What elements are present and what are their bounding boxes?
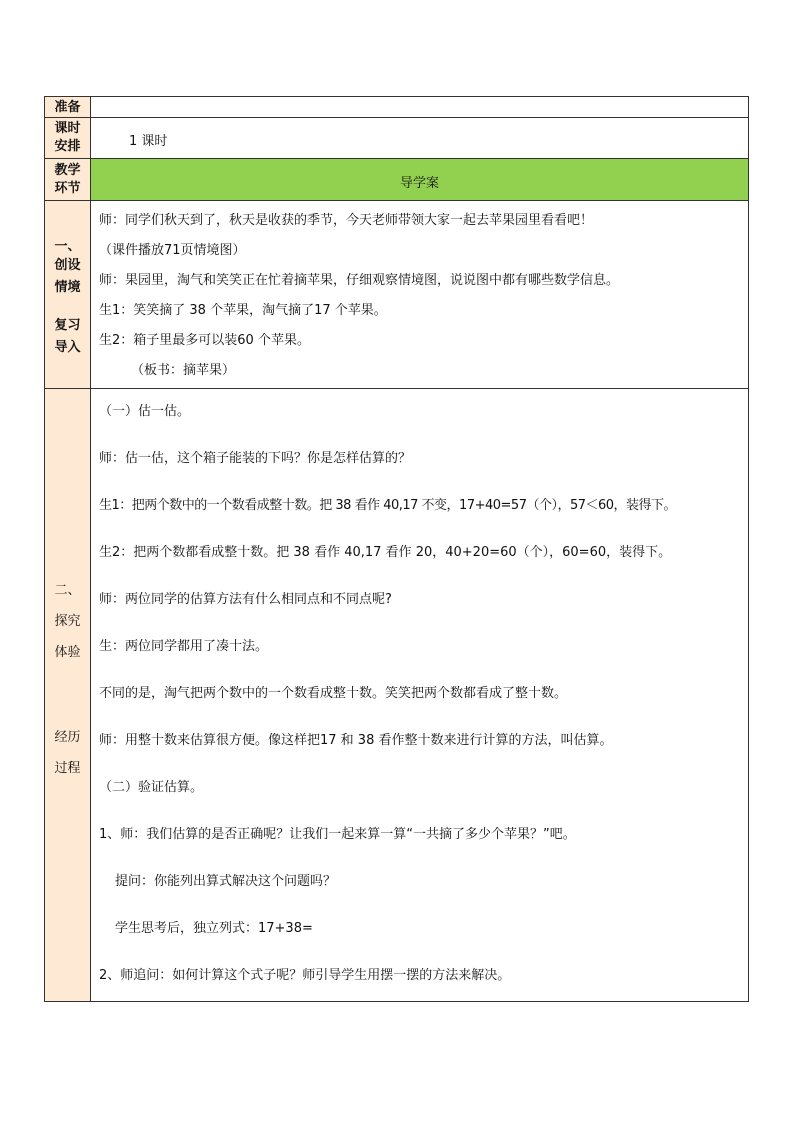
s2-line-3: 生1：把两个数中的一个数看成整十数。把 38 看作 40,17 不变，17+40=57（个），57＜60，装得下。 (99, 498, 677, 513)
section1-label-c: 复习 (54, 318, 81, 333)
period-content-cell (91, 118, 749, 159)
section1-content-cell (91, 201, 749, 389)
row-period (45, 118, 749, 159)
row-section2 (45, 389, 749, 1002)
s1-line-5: 生2：箱子里最多可以装60 个苹果。 (99, 333, 310, 348)
s1-line-3: 师：果园里，淘气和笑笑正在忙着摘苹果，仔细观察情境图，说说图中都有哪些数学信息。 (99, 273, 620, 288)
section1-label-a: 创设 (54, 258, 81, 273)
section1-label-cell (45, 201, 91, 389)
prep-label-cell (45, 97, 91, 118)
section2-label-c: 经历 (54, 730, 81, 745)
section2-label-num: 二、 (54, 583, 81, 598)
s1-line-6: （板书：摘苹果） (131, 363, 236, 378)
s2-line-4: 生2：把两个数都看成整十数。把 38 看作 40,17 看作 20，40+20=60（个），60=60，装得下。 (99, 545, 672, 560)
period-label-cell (45, 118, 91, 159)
s2-line-12: 学生思考后，独立列式：17+38= (115, 921, 313, 936)
stage-label-line2: 环节 (54, 181, 81, 196)
period-label-line2: 安排 (54, 139, 81, 154)
lesson-plan-table (44, 96, 749, 1002)
section1-label-b: 情境 (54, 280, 81, 295)
row-section1 (45, 201, 749, 389)
s2-line-7: 不同的是，淘气把两个数中的一个数看成整十数。笑笑把两个数都看成了整十数。 (99, 686, 568, 701)
section2-content-cell (91, 389, 749, 1002)
section2-label-a: 探究 (54, 614, 81, 629)
s2-line-8: 师：用整十数来估算很方便。像这样把17 和 38 看作整十数来进行计算的方法，叫估算。 (99, 733, 613, 748)
s1-line-4: 生1：笑笑摘了 38 个苹果，淘气摘了17 个苹果。 (99, 303, 387, 318)
period-label-line1: 课时 (54, 121, 81, 136)
s2-line-10: 1、师：我们估算的是否正确呢？让我们一起来算一算“一共摘了多少个苹果？”吧。 (99, 827, 576, 842)
section2-label-b: 体验 (54, 645, 81, 660)
section2-label-cell (45, 389, 91, 1002)
s1-line-2: （课件播放71页情境图） (99, 243, 246, 258)
s2-line-5: 师：两位同学的估算方法有什么相同点和不同点呢? (99, 592, 392, 607)
prep-content-cell (91, 97, 749, 118)
row-prep (45, 97, 749, 118)
s2-line-2: 师：估一估，这个箱子能装的下吗？你是怎样估算的？ (99, 451, 412, 466)
section1-label-num: 一、 (54, 239, 81, 254)
s1-line-1: 师：同学们秋天到了，秋天是收获的季节，今天老师带领大家一起去苹果园里看看吧！ (99, 213, 594, 228)
section1-label-d: 导入 (54, 340, 81, 355)
stage-label-cell (45, 159, 91, 201)
row-stage (45, 159, 749, 201)
s2-line-1: （一）估一估。 (99, 404, 191, 419)
s2-line-6: 生：两位同学都用了凑十法。 (99, 639, 269, 654)
stage-header: 导学案 (399, 176, 439, 191)
s2-line-13: 2、师追问：如何计算这个式子呢？师引导学生用摆一摆的方法来解决。 (99, 968, 511, 983)
stage-header-cell (91, 159, 749, 201)
s2-line-11: 提问：你能列出算式解决这个问题吗？ (115, 874, 337, 889)
s2-line-9: （二）验证估算。 (99, 780, 204, 795)
prep-label: 准备 (54, 100, 81, 115)
period-value: 1 课时 (129, 134, 168, 149)
stage-label-line1: 教学 (54, 163, 81, 178)
section2-label-d: 过程 (54, 761, 81, 776)
